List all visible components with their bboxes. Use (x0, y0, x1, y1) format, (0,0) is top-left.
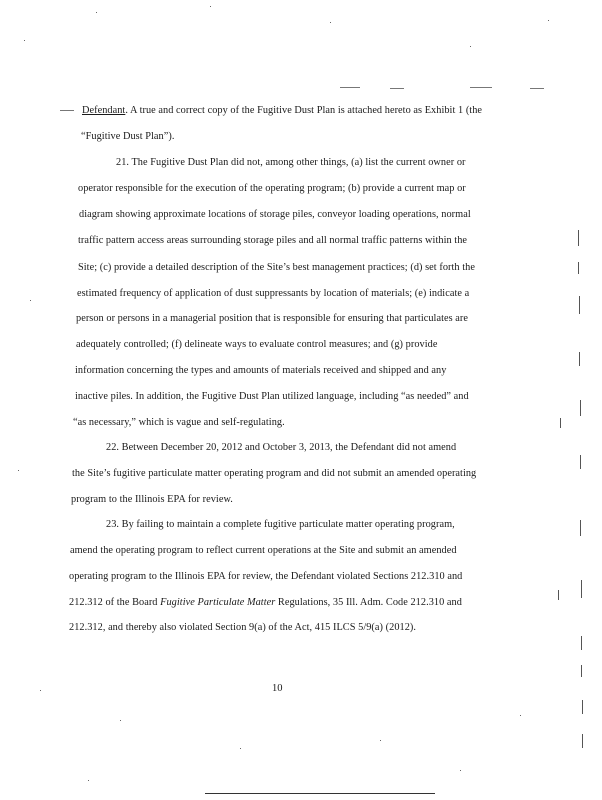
regulation-title: Fugitive Particulate Matter (160, 597, 276, 608)
body-line-6: traffic pattern access areas surrounding storage piles and all normal traffic patterns within the (78, 235, 468, 246)
body-line-2: “Fugitive Dust Plan”). (81, 131, 175, 142)
body-line-19: operating program to the Illinois EPA for review, the Defendant violated Sections 212.310 and (69, 571, 463, 582)
body-line-8: estimated frequency of application of dust suppressants by location of materials; (e) indicate a (77, 288, 470, 299)
line-20-part-1: 212.312 of the Board (69, 597, 161, 608)
body-line-9: person or persons in a managerial position that is responsible for ensuring that particulates are (76, 313, 469, 324)
defendant-underlined: Defendant (82, 105, 126, 116)
body-line-15: the Site’s fugitive particulate matter operating program and did not submit an amended operating (72, 468, 477, 479)
body-line-13: “as necessary,” which is vague and self-regulating. (73, 417, 285, 428)
body-line-10: adequately controlled; (f) delineate ways to evaluate control measures; and (g) provide (76, 339, 438, 350)
body-line-16: program to the Illinois EPA for review. (71, 494, 233, 505)
paragraph-21-start: 21. The Fugitive Dust Plan did not, among other things, (a) list the current owner or (116, 157, 466, 168)
body-line-20 (69, 596, 462, 609)
body-line-1 (82, 104, 482, 117)
page-number: 10 (272, 683, 283, 694)
line-1-text: . A true and correct copy of the Fugitive Dust Plan is attached hereto as Exhibit 1 (the (125, 105, 483, 116)
bottom-rule (205, 793, 435, 794)
body-line-5: diagram showing approximate locations of storage piles, conveyor loading operations, normal (79, 209, 471, 220)
body-line-21: 212.312, and thereby also violated Section 9(a) of the Act, 415 ILCS 5/9(a) (2012). (69, 622, 417, 633)
body-line-12: inactive piles. In addition, the Fugitive Dust Plan utilized language, including “as needed” and (75, 391, 469, 402)
body-line-4: operator responsible for the execution of the operating program; (b) provide a current map or (78, 183, 466, 194)
body-line-18: amend the operating program to reflect current operations at the Site and submit an amended (70, 545, 457, 556)
line-20-part-3: Regulations, 35 Ill. Adm. Code 212.310 and (275, 597, 462, 608)
paragraph-22-start: 22. Between December 20, 2012 and October 3, 2013, the Defendant did not amend (106, 442, 457, 453)
body-line-7: Site; (c) provide a detailed description of the Site’s best management practices; (d) set forth the (78, 262, 475, 273)
body-line-11: information concerning the types and amounts of materials received and shipped and any (75, 365, 447, 376)
paragraph-23-start: 23. By failing to maintain a complete fugitive particulate matter operating program, (106, 519, 455, 530)
